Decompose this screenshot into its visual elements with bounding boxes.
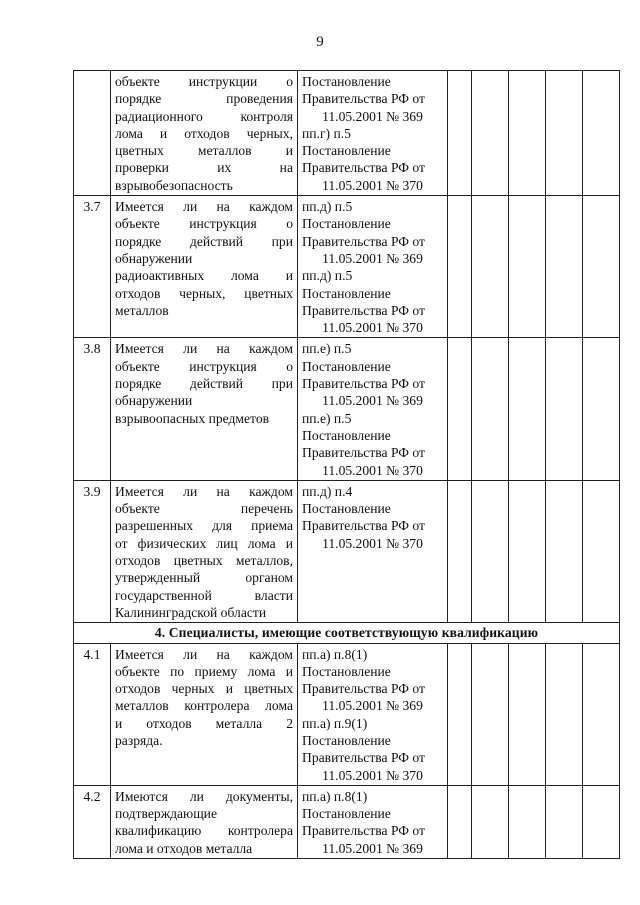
- question-text-line: порядке действий при: [115, 376, 293, 392]
- question-text-line: Имеются ли документы,: [115, 788, 293, 804]
- question-text-line: отходов цветных металлов,: [115, 553, 293, 569]
- item-number: [74, 71, 111, 196]
- mark-cell-4: [546, 338, 583, 480]
- mark-cell-1: [448, 643, 472, 785]
- mark-cell-2: [472, 196, 509, 338]
- mark-cell-1: [448, 480, 472, 622]
- question-text-line: порядке проведения: [115, 91, 293, 107]
- question-text-line: объекте перечень: [115, 501, 293, 517]
- legal-basis-cell: [298, 643, 448, 785]
- mark-cell-2: [472, 643, 509, 785]
- question-text-line: взрывобезопасность: [115, 177, 233, 193]
- legal-basis-line: пп.д) п.5: [302, 199, 353, 215]
- legal-basis-line: пп.а) п.8(1): [302, 788, 368, 804]
- legal-basis-line: пп.а) п.9(1): [302, 715, 368, 731]
- mark-cell-5: [583, 643, 620, 785]
- table-row: [74, 196, 620, 338]
- legal-basis-line: Постановление: [302, 806, 391, 822]
- mark-cell-5: [583, 338, 620, 480]
- table-row: [74, 338, 620, 480]
- legal-basis-cell: [298, 196, 448, 338]
- mark-cell-2: [472, 480, 509, 622]
- mark-cell-3: [509, 785, 546, 858]
- question-text-line: Имеется ли на каждом: [115, 341, 293, 357]
- section-header-row: [74, 623, 620, 643]
- mark-cell-3: [509, 71, 546, 196]
- legal-basis-line: 11.05.2001 № 370: [322, 535, 423, 551]
- legal-basis-line: Постановление: [302, 143, 391, 159]
- item-number: 3.7: [74, 196, 111, 338]
- question-text-line: квалификацию контролера: [115, 823, 293, 839]
- legal-basis-cell: [298, 71, 448, 196]
- legal-basis-line: Правительства РФ от: [302, 750, 425, 766]
- item-number: 4.1: [74, 643, 111, 785]
- table-row: [74, 71, 620, 196]
- question-text-line: объекте инструкции о: [115, 74, 293, 89]
- mark-cell-4: [546, 480, 583, 622]
- legal-basis-line: 11.05.2001 № 369: [322, 393, 423, 409]
- legal-basis-line: пп.д) п.4: [302, 483, 353, 499]
- question-text-line: радиационного контроля: [115, 108, 293, 124]
- mark-cell-2: [472, 785, 509, 858]
- legal-basis-cell: [298, 785, 448, 858]
- legal-basis-line: Правительства РФ от: [302, 91, 425, 107]
- question-text-line: лома и отходов металла: [115, 840, 253, 856]
- legal-basis-line: 11.05.2001 № 369: [322, 698, 423, 714]
- question-text-line: металлов контролера лома: [115, 698, 293, 714]
- table-row: [74, 785, 620, 858]
- mark-cell-5: [583, 785, 620, 858]
- question-text-line: объекте инструкция о: [115, 216, 293, 232]
- legal-basis-line: Постановление: [302, 501, 391, 517]
- question-text-line: объекте инструкция о: [115, 358, 293, 374]
- question-text-line: и отходов металла 2: [115, 715, 293, 731]
- legal-basis-line: Правительства РФ от: [302, 445, 425, 461]
- mark-cell-5: [583, 196, 620, 338]
- question-text-line: металлов: [115, 302, 169, 318]
- legal-basis-line: Правительства РФ от: [302, 823, 425, 839]
- legal-basis-line: пп.е) п.5: [302, 410, 352, 426]
- question-text-line: радиоактивных лома и: [115, 268, 293, 284]
- legal-basis-line: Постановление: [302, 216, 391, 232]
- legal-basis-line: 11.05.2001 № 369: [322, 108, 423, 124]
- legal-basis-line: пп.д) п.5: [302, 268, 353, 284]
- legal-basis-line: Правительства РФ от: [302, 160, 425, 176]
- legal-basis-line: 11.05.2001 № 370: [322, 767, 423, 783]
- mark-cell-1: [448, 338, 472, 480]
- question-cell: [111, 785, 298, 858]
- question-text-line: подтверждающие: [115, 806, 217, 822]
- question-text-line: государственной власти: [115, 587, 293, 603]
- legal-basis-line: Постановление: [302, 663, 391, 679]
- mark-cell-4: [546, 71, 583, 196]
- question-text-line: разрешенных для приема: [115, 518, 293, 534]
- mark-cell-1: [448, 785, 472, 858]
- legal-basis-line: пп.а) п.8(1): [302, 646, 368, 662]
- mark-cell-1: [448, 71, 472, 196]
- legal-basis-line: Постановление: [302, 732, 391, 748]
- legal-basis-line: 11.05.2001 № 370: [322, 177, 423, 193]
- legal-basis-cell: [298, 480, 448, 622]
- question-text-line: объекте по приему лома и: [115, 663, 293, 679]
- table-row: [74, 643, 620, 785]
- mark-cell-4: [546, 785, 583, 858]
- legal-basis-line: пп.г) п.5: [302, 125, 351, 141]
- mark-cell-2: [472, 338, 509, 480]
- question-cell: [111, 643, 298, 785]
- legal-basis-line: пп.е) п.5: [302, 341, 352, 357]
- question-text-line: взрывоопасных предметов: [115, 410, 270, 426]
- mark-cell-3: [509, 643, 546, 785]
- legal-basis-line: Постановление: [302, 285, 391, 301]
- legal-basis-line: Правительства РФ от: [302, 233, 425, 249]
- section-title: 4. Специалисты, имеющие соответствующую квалификацию: [74, 623, 620, 643]
- item-number: 3.8: [74, 338, 111, 480]
- item-number: 3.9: [74, 480, 111, 622]
- question-text-line: порядке действий при: [115, 233, 293, 249]
- question-text-line: обнаружении: [115, 250, 193, 266]
- legal-basis-line: 11.05.2001 № 369: [322, 840, 423, 856]
- question-text-line: лома и отходов черных,: [115, 125, 293, 141]
- question-text-line: проверки их на: [115, 160, 293, 176]
- question-text-line: отходов черных и цветных: [115, 681, 293, 697]
- legal-basis-line: Постановление: [302, 74, 391, 89]
- legal-basis-line: Правительства РФ от: [302, 681, 425, 697]
- table-row: [74, 480, 620, 622]
- question-cell: [111, 338, 298, 480]
- legal-basis-line: Правительства РФ от: [302, 376, 425, 392]
- question-text-line: Калининградской области: [115, 604, 267, 620]
- legal-basis-line: 11.05.2001 № 369: [322, 250, 423, 266]
- question-text-line: от физических лиц лома и: [115, 535, 293, 551]
- mark-cell-5: [583, 480, 620, 622]
- question-text-line: Имеется ли на каждом: [115, 199, 293, 215]
- checklist-table: [73, 70, 620, 859]
- question-cell: [111, 71, 298, 196]
- legal-basis-line: 11.05.2001 № 370: [322, 320, 423, 336]
- mark-cell-4: [546, 196, 583, 338]
- question-text-line: Имеется ли на каждом: [115, 483, 293, 499]
- item-number: 4.2: [74, 785, 111, 858]
- legal-basis-cell: [298, 338, 448, 480]
- mark-cell-4: [546, 643, 583, 785]
- mark-cell-3: [509, 196, 546, 338]
- question-cell: [111, 480, 298, 622]
- mark-cell-5: [583, 71, 620, 196]
- question-text-line: цветных металлов и: [115, 143, 293, 159]
- mark-cell-1: [448, 196, 472, 338]
- mark-cell-3: [509, 338, 546, 480]
- question-text-line: разряда.: [115, 732, 163, 748]
- legal-basis-line: Правительства РФ от: [302, 518, 425, 534]
- question-text-line: Имеется ли на каждом: [115, 646, 293, 662]
- question-text-line: утвержденный органом: [115, 570, 293, 586]
- question-text-line: отходов черных, цветных: [115, 285, 293, 301]
- legal-basis-line: Постановление: [302, 358, 391, 374]
- mark-cell-2: [472, 71, 509, 196]
- legal-basis-line: Правительства РФ от: [302, 302, 425, 318]
- mark-cell-3: [509, 480, 546, 622]
- legal-basis-line: Постановление: [302, 427, 391, 443]
- legal-basis-line: 11.05.2001 № 370: [322, 462, 423, 478]
- page-number: 9: [316, 34, 324, 50]
- question-text-line: обнаружении: [115, 393, 193, 409]
- question-cell: [111, 196, 298, 338]
